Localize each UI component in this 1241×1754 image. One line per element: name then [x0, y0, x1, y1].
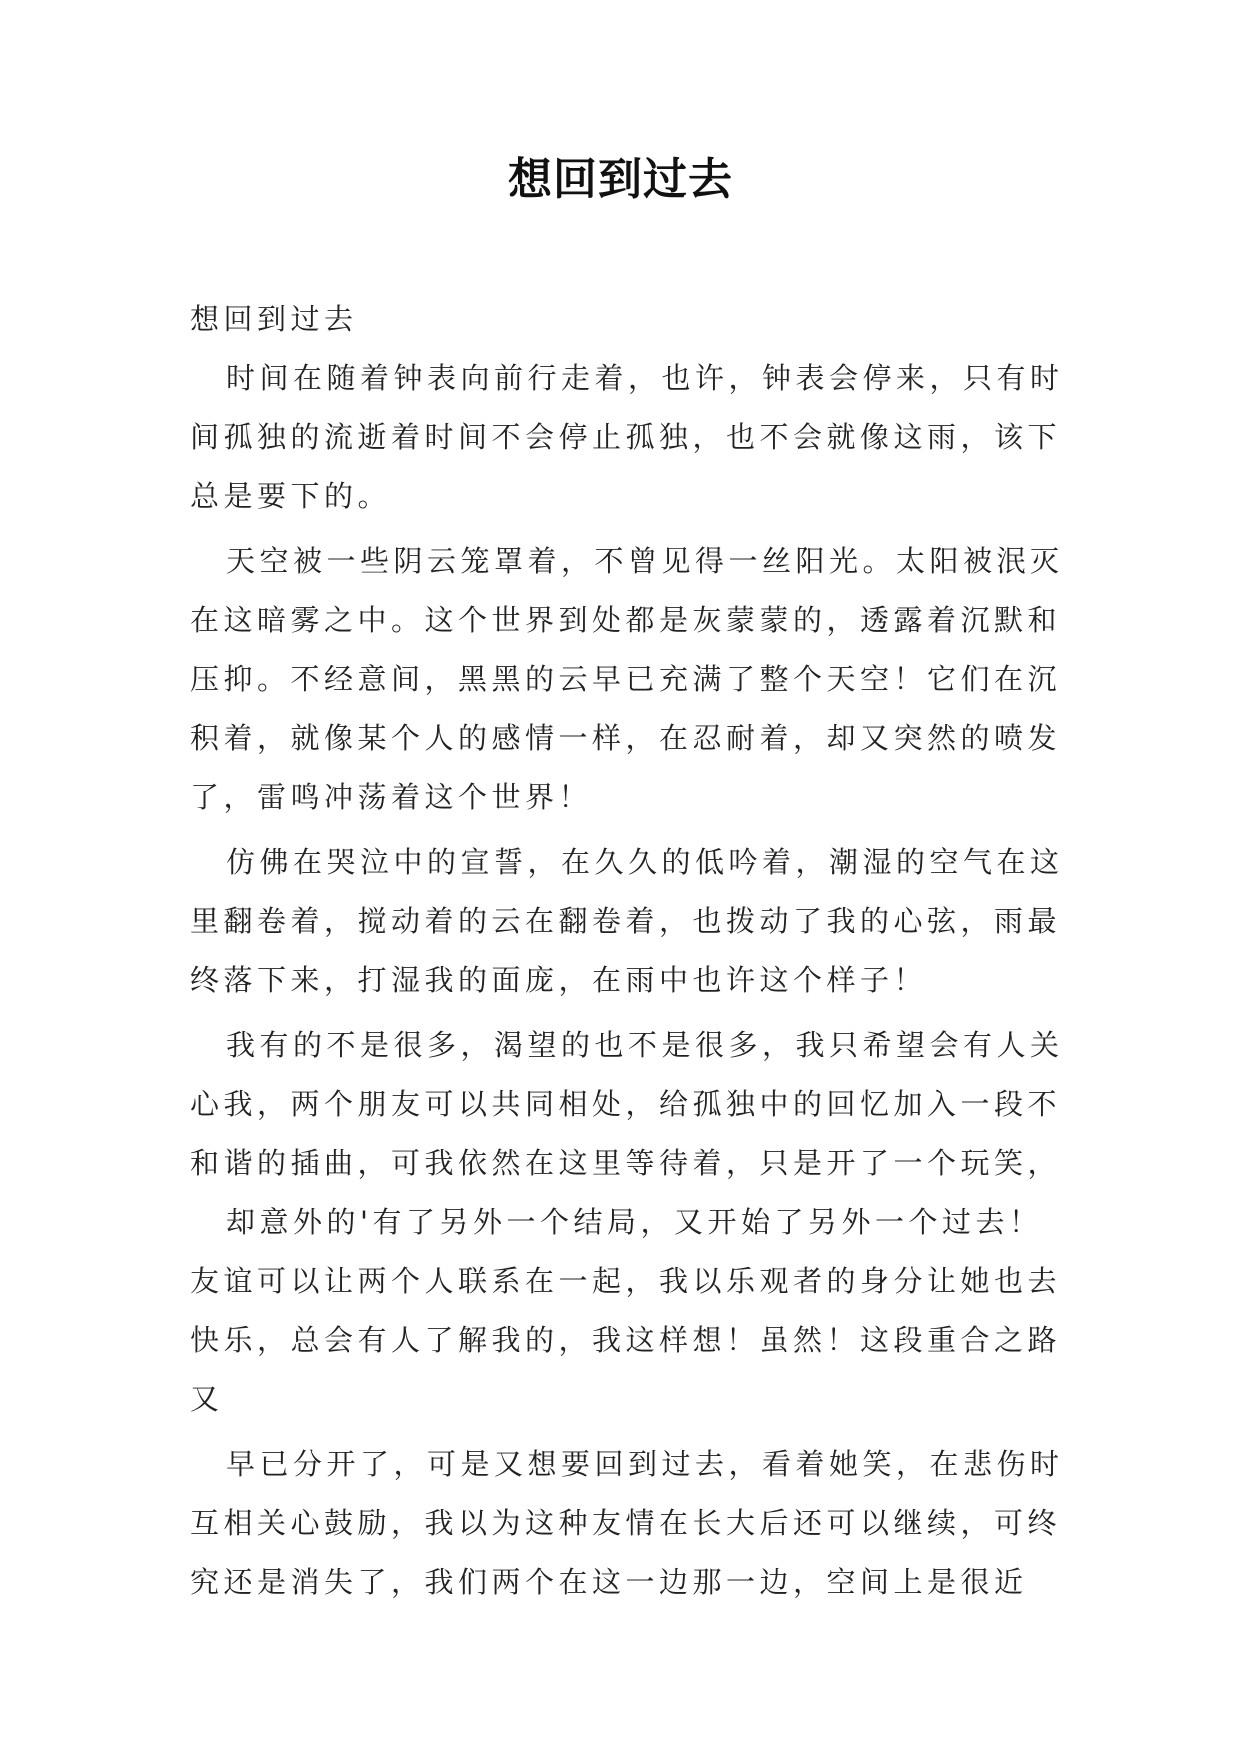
body-line: 却意外的'有了另外一个结局，又开始了另外一个过去！ [226, 1205, 1043, 1239]
body-line: 在这暗雾之中。这个世界到处都是灰蒙蒙的，透露着沉默和 [190, 603, 1062, 637]
body-line: 又 [190, 1382, 224, 1416]
body-line: 想回到过去 [190, 302, 358, 336]
body-line: 时间在随着钟表向前行走着，也许，钟表会停来，只有时 [226, 361, 1064, 395]
body-line: 了，雷鸣冲荡着这个世界！ [190, 780, 593, 814]
document-body [190, 290, 1064, 1612]
document-title: 想回到过去 [508, 154, 733, 205]
body-line: 间孤独的流逝着时间不会停止孤独，也不会就像这雨，该下 [190, 420, 1062, 454]
body-line: 快乐，总会有人了解我的，我这样想！虽然！这段重合之路 [190, 1323, 1062, 1357]
body-line: 总是要下的。 [190, 479, 392, 513]
body-line: 心我，两个朋友可以共同相处，给孤独中的回忆加入一段不 [190, 1087, 1062, 1121]
body-line: 里翻卷着，搅动着的云在翻卷着，也拨动了我的心弦，雨最 [190, 904, 1062, 938]
body-line: 压抑。不经意间，黑黑的云早已充满了整个天空！它们在沉 [190, 662, 1062, 696]
body-line: 终落下来，打湿我的面庞，在雨中也许这个样子！ [190, 963, 928, 997]
body-line: 和谐的插曲，可我依然在这里等待着，只是开了一个玩笑， [190, 1146, 1062, 1180]
body-line: 早已分开了，可是又想要回到过去，看着她笑，在悲伤时 [226, 1447, 1064, 1481]
body-line: 我有的不是很多，渴望的也不是很多，我只希望会有人关 [226, 1028, 1064, 1062]
body-line: 仿佛在哭泣中的宣誓，在久久的低吟着，潮湿的空气在这 [226, 845, 1064, 879]
body-line: 友谊可以让两个人联系在一起，我以乐观者的身分让她也去 [190, 1264, 1062, 1298]
body-line: 究还是消失了，我们两个在这一边那一边，空间上是很近 [190, 1565, 1028, 1599]
body-line: 天空被一些阴云笼罩着，不曾见得一丝阳光。太阳被泯灭 [226, 544, 1064, 578]
body-line: 积着，就像某个人的感情一样，在忍耐着，却又突然的喷发 [190, 721, 1062, 755]
body-line: 互相关心鼓励，我以为这种友情在长大后还可以继续，可终 [190, 1506, 1062, 1540]
